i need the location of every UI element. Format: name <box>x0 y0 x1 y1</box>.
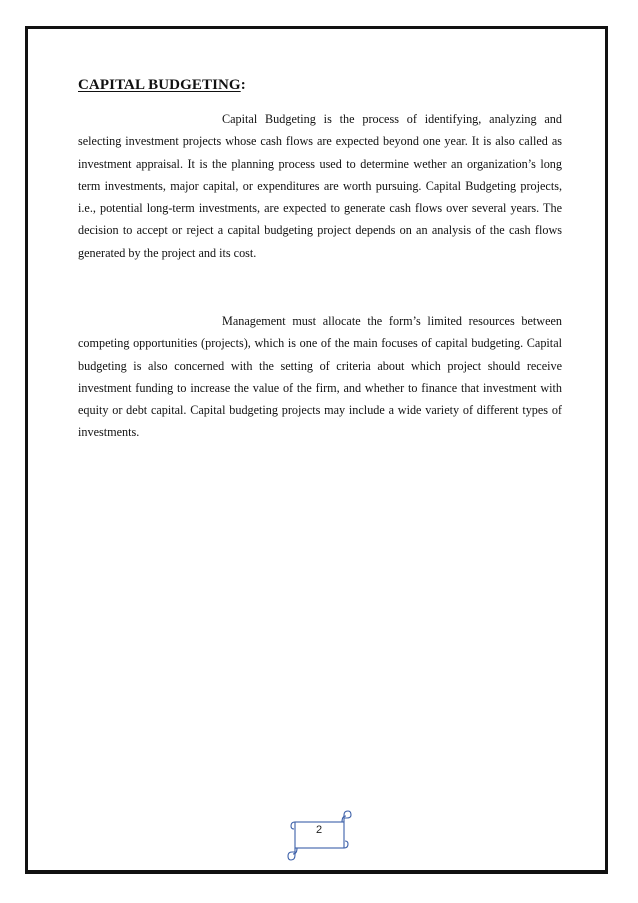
scroll-ornament-icon <box>287 810 352 862</box>
paragraph-text: Management must allocate the form’s limited resources between competing opportunities (projects), which is one of the main focuses of capital budgeting. Capital budgeting is also concerned with the setting of criteria about which project should receive investment funding to increase the value of the firm, and whether to finance that investment with equity or debt capital. Capital budgeting projects may include a wide variety of different types of investments. <box>78 314 562 440</box>
paragraph-capital-budgeting-definition <box>78 108 562 264</box>
page-number: 2 <box>315 824 323 836</box>
page-number-scroll <box>287 810 352 862</box>
paragraph-resource-allocation <box>78 310 562 444</box>
heading-title: CAPITAL BUDGETING <box>78 77 241 93</box>
heading-colon: : <box>240 77 246 93</box>
paragraph-text: Capital Budgeting is the process of identifying, analyzing and selecting investment projects whose cash flows are expected beyond one year. It is also called as investment appraisal. It is the planning process used to determine wether an organization’s long term investments, major capital, or expenditures are worth pursuing. Capital Budgeting projects, i.e., potential long-term investments, are expected to generate cash flows over several years. The decision to accept or reject a capital budgeting project depends on an analysis of the cash flows generated by the project and its cost. <box>78 112 562 260</box>
section-heading <box>78 77 246 94</box>
